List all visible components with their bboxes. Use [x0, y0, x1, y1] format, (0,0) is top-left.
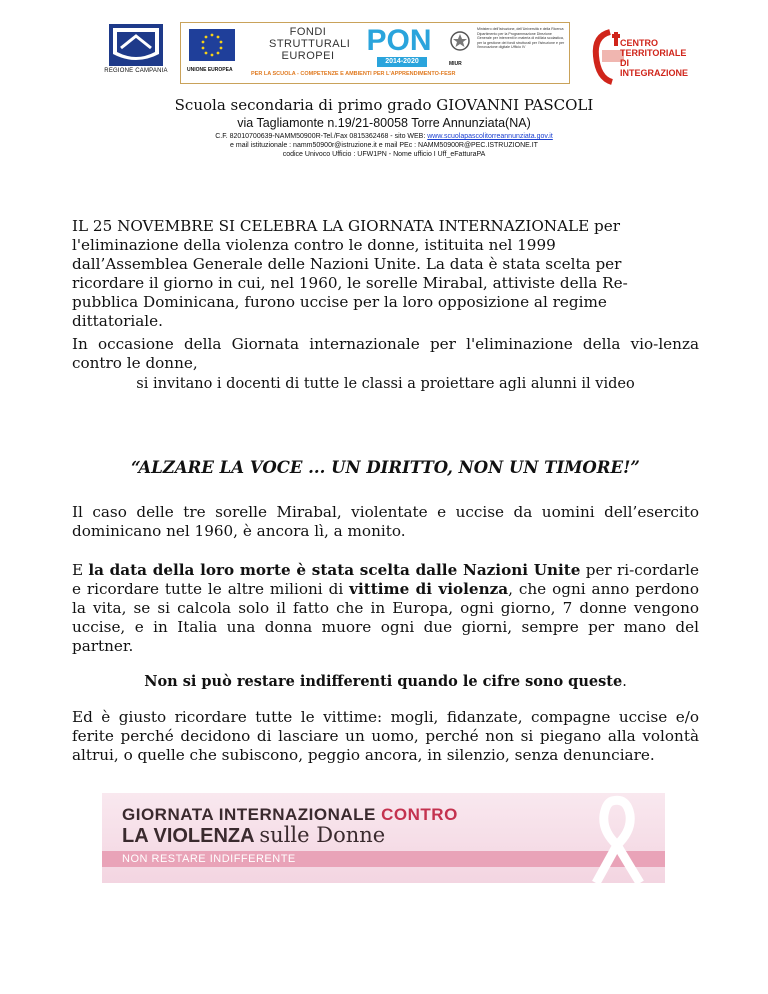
- fondi-line: FONDI: [289, 26, 327, 38]
- school-name: Scuola secondaria di primo grado GIOVANNI PASCOLI: [174, 96, 594, 114]
- cti-line: TERRITORIALE: [620, 48, 687, 58]
- fondi-line: EUROPEI: [281, 50, 335, 62]
- pon-logo: PON: [366, 24, 432, 57]
- centro-territoriale-logo: [590, 26, 689, 88]
- cti-line: CENTRO: [620, 38, 658, 48]
- cti-text: [620, 38, 688, 78]
- website-link[interactable]: www.scuolapascolitorreannunziata.gov.it: [427, 133, 553, 140]
- campania-emblem-icon: [103, 24, 169, 66]
- text-run: .: [622, 674, 627, 690]
- giornata-banner-image: [102, 793, 665, 883]
- school-code-line: codice Univoco Ufficio : UFW1PN - Nome ufficio I Uff_eFatturaPA: [282, 151, 486, 158]
- mirabal-paragraph: Il caso delle tre sorelle Mirabal, violentate e uccise da uomini dell’esercito dominicano nel 1960, è ancora lì, a monito.: [72, 503, 699, 540]
- intro-line: ricordare il giorno in cui, nel 1960, le sorelle Mirabal, attiviste della Re-: [72, 274, 628, 292]
- bold-text-run: vittime di violenza: [349, 580, 509, 598]
- indifference-statement: [72, 672, 699, 692]
- fondi-strutturali-banner: [180, 22, 570, 84]
- intro-line: dall’Assemblea Generale delle Nazioni Unite. La data è stata scelta per: [72, 255, 622, 273]
- eu-flag-icon: [189, 29, 235, 61]
- banner-line-2: [122, 823, 385, 848]
- pon-years: 2014-2020: [377, 57, 427, 67]
- fondi-title: [269, 26, 351, 62]
- text-run: E: [72, 561, 89, 579]
- cti-line: DI INTEGRAZIONE: [620, 58, 689, 78]
- eu-caption: UNIONE EUROPEA: [187, 67, 233, 73]
- intro-line: pubblica Dominicana, furono uccise per la loro opposizione al regime: [72, 293, 607, 311]
- fse-tagline: PER LA SCUOLA - COMPETENZE E AMBIENTI PER L'APPRENDIMENTO-FESR: [251, 71, 456, 77]
- fiscal-code-text: C.F. 82010700639-NAMM50900R-Tel./Fax 0815362468 - sito WEB:: [215, 133, 428, 140]
- intro-line: dittatoriale.: [72, 312, 163, 330]
- fondi-line: STRUTTURALI: [269, 38, 351, 50]
- occasion-paragraph: In occasione della Giornata internazionale per l'eliminazione della vio-lenza contro le donne,: [72, 335, 699, 372]
- region-caption: REGIONE CAMPANIA: [104, 68, 168, 74]
- banner-strip-text: NON RESTARE INDIFFERENTE: [122, 853, 296, 865]
- miur-caption: MIUR: [449, 61, 462, 67]
- banner-text-accent: CONTRO: [381, 805, 458, 824]
- text-run: , che ogni anno perdono la vita, se si calcola solo il fatto che in Europa, ogni giorno, 7 donne vengono uccise, e in Italia una donna muore ogni due giorni, sempre per mano del partner.: [72, 580, 699, 655]
- banner-text: LA VIOLENZA: [122, 825, 260, 847]
- italian-republic-emblem-icon: [449, 29, 471, 55]
- intro-line: l'eliminazione della violenza contro le donne, istituita nel 1999: [72, 236, 556, 254]
- regione-campania-logo: [100, 24, 172, 80]
- pink-ribbon-icon: [572, 793, 662, 883]
- intro-line: IL 25 NOVEMBRE SI CELEBRA LA GIORNATA INTERNAZIONALE per: [72, 217, 621, 235]
- bold-text-run: la data della loro morte è stata scelta dalle Nazioni Unite: [88, 561, 581, 579]
- banner-text-script: sulle Donne: [259, 823, 386, 847]
- video-title: “ALZARE LA VOCE ... UN DIRITTO, NON UN TIMORE!”: [131, 458, 640, 477]
- text-run: per ri-cordarle e ricordare tutte le altre milioni di: [72, 561, 699, 598]
- banner-line-1: [122, 805, 458, 825]
- bold-text-run: Non si può restare indifferenti quando le cifre sono queste: [144, 673, 623, 690]
- invitation-paragraph: si invitano i docenti di tutte le classi a proiettare agli alunni il video: [136, 376, 635, 392]
- banner-text: GIORNATA INTERNAZIONALE: [122, 805, 382, 824]
- school-email-line: e mail istituzionale : namm50900r@istruzione.it e mail PEc : NAMM50900R@PEC.ISTRUZIONE.IT: [230, 142, 538, 149]
- miur-description: Ministero dell'Istruzione, dell'Università e della Ricerca Dipartimento per la Programmazione Direzione Generale per interventi in materia di edilizia scolastica, per la gestione dei fondi strutturali per l'istruzione e per l'innovazione digitale Ufficio IV: [477, 27, 565, 50]
- victims-paragraph: Ed è giusto ricordare tutte le vittime: mogli, fidanzate, compagne uccise e/o ferite perché decidono di lasciare un uomo, perché non si piegano alla volontà altrui, o quelle che subiscono, peggio ancora, in silenzio, senza denunciare.: [72, 708, 699, 764]
- school-contact-line: [0, 132, 768, 141]
- intro-paragraph: [72, 217, 699, 331]
- school-address: via Tagliamonte n.19/21-80058 Torre Annunziata(NA): [237, 116, 531, 130]
- memory-paragraph: [72, 561, 699, 656]
